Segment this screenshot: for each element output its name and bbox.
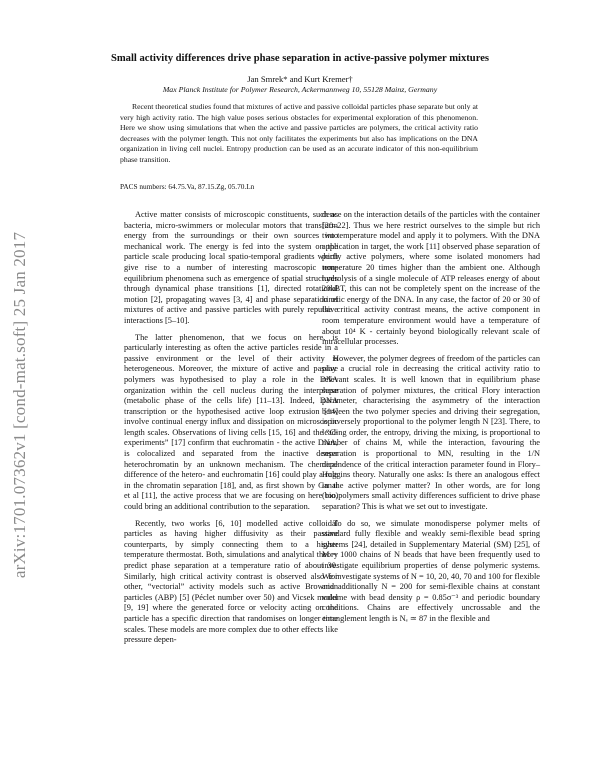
paper-authors: Jan Smrek* and Kurt Kremer† — [247, 74, 353, 84]
pacs-numbers: PACS numbers: 64.75.Va, 87.15.Zg, 05.70.Ln — [120, 182, 255, 191]
body-paragraph: However, the polymer degrees of freedom of the particles can play a crucial role in decreasing the critical activity ratio to relevant scales. It is well known that in equilibrium phase separation of polymer mixtures, the critical Flory interaction parameter, characterising the asymmetry of the interaction between the two polymer species and driving their segregation, is inversely proportional to the polymer length N [23]. There, to leading order, the entropy, driving the mixing, is proportional to number of chains M, while the interaction, favouring the separation is proportional to MN, resulting in the 1/N dependence of the critical interaction parameter found in Flory–Huggins theory. Naturally one asks: Is there an analogous effect in the active polymer matter? In other words, are for long (bio)polymers small activity differences sufficient to drive phase separation? This is what we set out to investigate. — [322, 353, 540, 512]
author-affiliation: Max Planck Institute for Polymer Research, Ackermannweg 10, 55128 Mainz, Germany — [162, 85, 438, 94]
paper-title: Small activity differences drive phase separation in active-passive polymer mixtures — [110, 53, 490, 64]
body-paragraph: To do so, we simulate monodisperse polymer melts of standard fully flexible and weakly semi-flexible bead spring systems [24], detailed in Supplementary Material (SM) [25], of M = 1000 chains of N beads that have been frequently used to investigate equilibrium properties of dense polymeric systems. We investigate systems of N = 10, 20, 40, 70 and 100 for flexible and additionally N = 200 for semi-flexible chains at constant volume with bead density ρ = 0.85σ⁻³ and periodic boundary conditions. Chains are effectively uncrossable and the entanglement length is Nₑ ≃ 87 in the flexible and — [322, 518, 540, 623]
abstract: Recent theoretical studies found that mixtures of active and passive colloidal particles phase separate but only at very high activity ratio. The high value poses serious obstacles for experimental exploration of this phenomenon. Here we show using simulations that when the active and passive particles are polymers, the critical activity ratio decreases with the polymer length. This not only facilitates the experiments but also has implications on the DNA organization in living cell nuclei. Entropy production can be used as an accurate indicator of this non-equilibrium phase transition. — [120, 102, 478, 164]
arxiv-identifier-stamp — [8, 140, 32, 670]
body-paragraph: Active matter consists of microscopic constituents, such as bacteria, micro-swimmers or molecular motors that transform energy from the surroundings or their own sources into mechanical work. The energy is fed into the system on the particle scale producing local spatio-temporal gradients which give rise to a number of interesting macroscopic non-equilibrium phenomena such as emergence of spatial structures through dynamical phase transitions [1], directed rotational motion [2], propagating waves [3, 4] and phase separation of mixtures of active and passive particles with purely repulsive interactions [5–10]. — [124, 210, 338, 325]
body-column-left — [124, 210, 338, 652]
body-paragraph: Recently, two works [6, 10] modelled active colloidal particles as having higher diffusivity as their passive counterparts, by simply connecting them to a higher temperature thermostat. Both, simulations and analytical theory predict phase separation at a temperature ratio of about 30. Similarly, high critical activity contrast is observed also for other, “vectorial” activity models such as active Brownian particles (ABP) [5] (Péclet number over 50) and Vicsek model [9, 19] where the generated force or velocity acting on the particle has a specific direction that randomises on longer time scales. These models are more complex due to other effects like pressure depen- — [124, 518, 338, 645]
body-paragraph: dence on the interaction details of the particles with the container [20–22]. Thus we here restrict ourselves to the simple but rich two temperature model and apply it to polymers. With the DNA application in target, the work [11] observed phase separation of partly active polymers, where some isolated monomers had temperature 20 times higher than the ambient one. Although hydrolysis of a single molecule of ATP releases energy of about 20kBT, this can not be completely spent on the increase of the kinetic energy of the DNA. In any case, the factor of 20 or 30 of the critical activity contrast means, the active component in room temperature environment would have a temperature of about 10⁴ K - certainly beyond biologically relevant scale of intracellular processes. — [322, 210, 540, 347]
body-column-right — [322, 210, 540, 631]
arxiv-identifier-text: arXiv:1701.07362v1 [cond-mat.soft] 25 Jan 2017 — [10, 231, 29, 579]
body-paragraph: The latter phenomenon, that we focus on here, is particularly interesting as often the active particles reside in a passive environment or the level of their activity is heterogeneous. Moreover, the mixture of active and passive polymers was hypothesised to play a role in the DNA organization within the cell nucleus during the interphase (metabolic phase of the cells life) [11–13]. Indeed, DNA transcription or the hypothesised active loop extrusion [14] involve continual energy influx and dissipation on microscopic length scales. Observations of living cells [15, 16] and the “C-experiments” [17] confirm that euchromatin - the active DNA, is colocalized and separated from the inactive denser heterochromatin by an unknown mechanism. The chemical difference of the hetero- and euchromatin [16] could play a role in the chromatin separation [18], and, as first shown by Ganai et al [11], the active process that we are focusing on here too, could bring an additional contribution to the separation. — [124, 332, 338, 512]
